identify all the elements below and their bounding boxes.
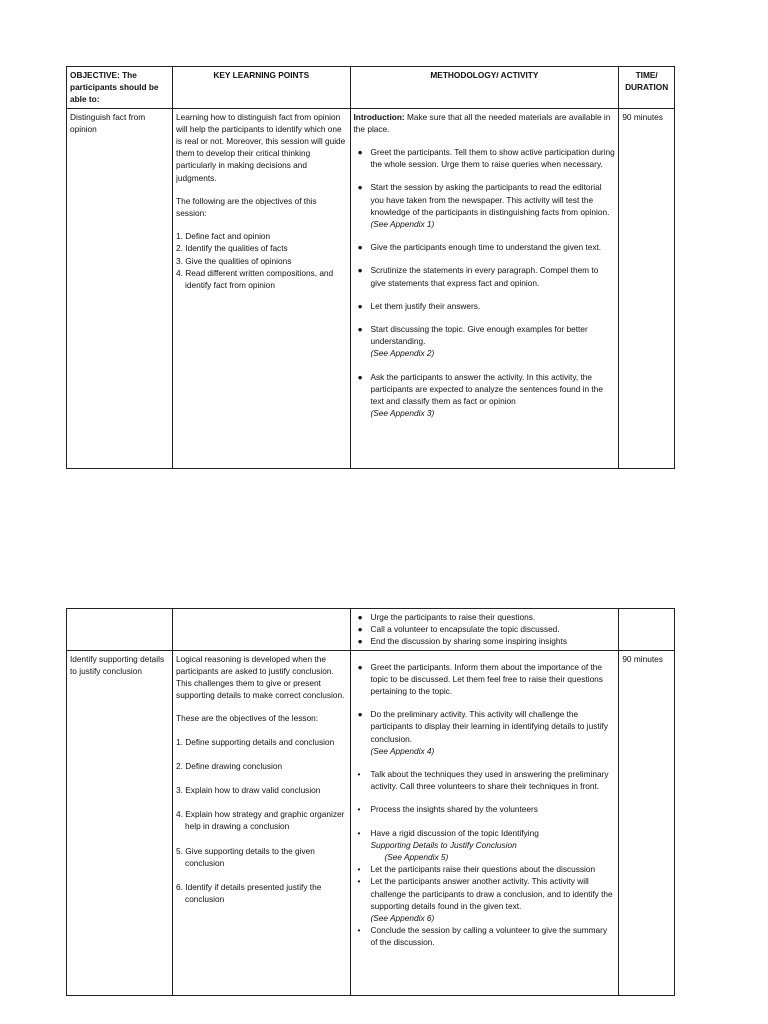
objectives-list	[176, 736, 346, 906]
list-item: 1. Define fact and opinion	[176, 231, 271, 242]
list-item: • Let the participants raise their questions about the discussion	[357, 864, 596, 875]
method-text: Greet the participants. Tell them to show active participation during the whole session. Urge them to raise queries when necessary.	[370, 147, 615, 170]
method-text: Let them justify their answers.	[370, 300, 481, 311]
list-item: • Let the participants answer another activity. This activity will challenge the participants to draw a conclusion, and to identify the supporting details found in the given text. (See Appendix 6)	[354, 875, 616, 924]
time-cell: 90 minutes	[619, 108, 675, 468]
empty-cell	[67, 609, 173, 651]
introduction-text: Make sure that all the needed materials are available in the place.	[353, 111, 611, 134]
continued-methodology-list	[354, 611, 616, 648]
list-item: 6. Identify if details presented justify the conclusion	[176, 882, 322, 905]
appendix-ref: (See Appendix 5)	[384, 852, 449, 863]
empty-cell	[173, 609, 350, 651]
list-item: 2. Identify the qualities of facts	[176, 243, 288, 254]
bullet-icon: ●	[357, 324, 363, 335]
table-row	[67, 650, 675, 995]
list-item: 4. Read different written compositions, and identify fact from opinion	[176, 267, 334, 291]
list-item	[354, 146, 616, 170]
appendix-ref: (See Appendix 6)	[370, 913, 435, 924]
key-points-lead: The following are the objectives of this session:	[176, 195, 317, 219]
list-item	[354, 181, 616, 230]
appendix-ref: (See Appendix 2)	[370, 348, 435, 359]
continuation-row	[67, 609, 675, 651]
table-row	[67, 108, 675, 468]
empty-cell	[619, 609, 675, 651]
bullet-icon: •	[357, 804, 361, 815]
bullet-icon: •	[357, 876, 361, 887]
bullet-icon: •	[357, 864, 361, 875]
key-points-cell	[173, 108, 350, 468]
list-item	[354, 264, 616, 288]
header-row	[67, 67, 675, 109]
introduction-label: Introduction:	[353, 111, 405, 122]
method-text: Start discussing the topic. Give enough examples for better understanding.	[370, 324, 588, 347]
list-item: ● Call a volunteer to encapsulate the topic discussed.	[357, 624, 560, 635]
topic-title: Supporting Details to Justify Conclusion	[370, 839, 517, 850]
appendix-ref: (See Appendix 3)	[370, 408, 435, 419]
objective-header: OBJECTIVE: The participants should be able to:	[67, 67, 173, 109]
bullet-icon: ●	[357, 242, 363, 253]
bullet-icon: ●	[357, 636, 363, 647]
list-item: 1. Define supporting details and conclusion	[176, 736, 335, 747]
methodology-list	[354, 146, 616, 419]
list-item	[354, 241, 616, 253]
lesson-table-2	[66, 608, 675, 996]
objective-cell: Distinguish fact from opinion	[67, 108, 173, 468]
time-header: TIME/ DURATION	[619, 67, 675, 109]
list-item: 4. Explain how strategy and graphic organizer help in drawing a conclusion	[176, 809, 345, 832]
method-text: Scrutinize the statements in every paragraph. Compel them to give statements that express fact and opinion.	[370, 265, 599, 288]
bullet-icon: ●	[357, 709, 363, 720]
list-item: ● Greet the participants. Inform them about the importance of the topic to be discussed. Let them feel free to raise their questions pertaining to the topic.	[357, 661, 603, 697]
methodology-cell	[350, 609, 619, 651]
list-item: • Have a rigid discussion of the topic Identifying Supporting Details to Justify Conclusion (See Appendix 5)	[354, 827, 616, 864]
list-item	[354, 371, 616, 420]
key-points-header: KEY LEARNING POINTS	[173, 67, 350, 109]
key-points-intro: Learning how to distinguish fact from opinion will help the participants to identify which one is real or not. Moreover, this session will guide them to develop their critical thinking particularly in making decisions and judgments.	[176, 111, 346, 183]
method-text: Give the participants enough time to understand the given text.	[370, 242, 602, 253]
method-text: Ask the participants to answer the activity. In this activity, the participants are expected to analyze the sentences found in the text and classify them as fact or opinion	[370, 371, 603, 407]
appendix-ref: (See Appendix 1)	[370, 219, 435, 230]
list-item: ● Do the preliminary activity. This activity will challenge the participants to display their learning in identifying details to justify conclusion. (See Appendix 4)	[354, 708, 616, 757]
bullet-icon: ●	[357, 661, 363, 672]
bullet-icon: ●	[357, 182, 363, 193]
methodology-header: METHODOLOGY/ ACTIVITY	[350, 67, 619, 109]
bullet-icon: ●	[357, 612, 363, 622]
list-item	[354, 323, 616, 360]
bullet-icon: •	[357, 827, 361, 838]
key-points-cell	[173, 650, 350, 995]
lesson-table-1	[66, 66, 675, 469]
list-item: ● Urge the participants to raise their questions.	[357, 612, 536, 622]
list-item: 3. Give the qualities of opinions	[176, 255, 292, 266]
list-item: • Talk about the techniques they used in answering the preliminary activity. Call three volunteers to share their techniques in front.	[357, 769, 609, 792]
objective-cell: Identify supporting details to justify conclusion	[67, 650, 173, 995]
methodology-list	[354, 661, 616, 949]
list-item: • Conclude the session by calling a volunteer to give the summary of the discussion.	[357, 925, 608, 948]
bullet-icon: •	[357, 925, 361, 936]
bullet-icon: ●	[357, 371, 363, 382]
list-item	[354, 300, 616, 312]
list-item: • Process the insights shared by the volunteers	[357, 804, 538, 815]
list-item: ● End the discussion by sharing some inspiring insights	[357, 636, 567, 647]
appendix-ref: (See Appendix 4)	[370, 745, 435, 756]
list-item: 2. Define drawing conclusion	[176, 760, 283, 771]
time-cell: 90 minutes	[619, 650, 675, 995]
objectives-list	[176, 230, 346, 291]
introduction-paragraph	[354, 111, 616, 135]
key-points-lead: These are the objectives of the lesson:	[176, 713, 319, 724]
bullet-icon: ●	[357, 147, 363, 158]
list-item: 3. Explain how to draw valid conclusion	[176, 785, 321, 796]
bullet-icon: •	[357, 769, 361, 780]
key-points-intro: Logical reasoning is developed when the participants are asked to justify conclusion. This challenges them to give or present supporting details to make correct conclusion.	[176, 653, 345, 701]
method-text: Start the session by asking the participants to read the editorial you have taken from the newspaper. This activity will test the knowledge of the participants in distinguishing facts from opinion.	[370, 182, 610, 217]
methodology-cell	[350, 108, 619, 468]
bullet-icon: ●	[357, 624, 363, 635]
methodology-cell	[350, 650, 619, 995]
list-item: 5. Give supporting details to the given conclusion	[176, 845, 315, 868]
bullet-icon: ●	[357, 265, 363, 276]
bullet-icon: ●	[357, 300, 363, 311]
